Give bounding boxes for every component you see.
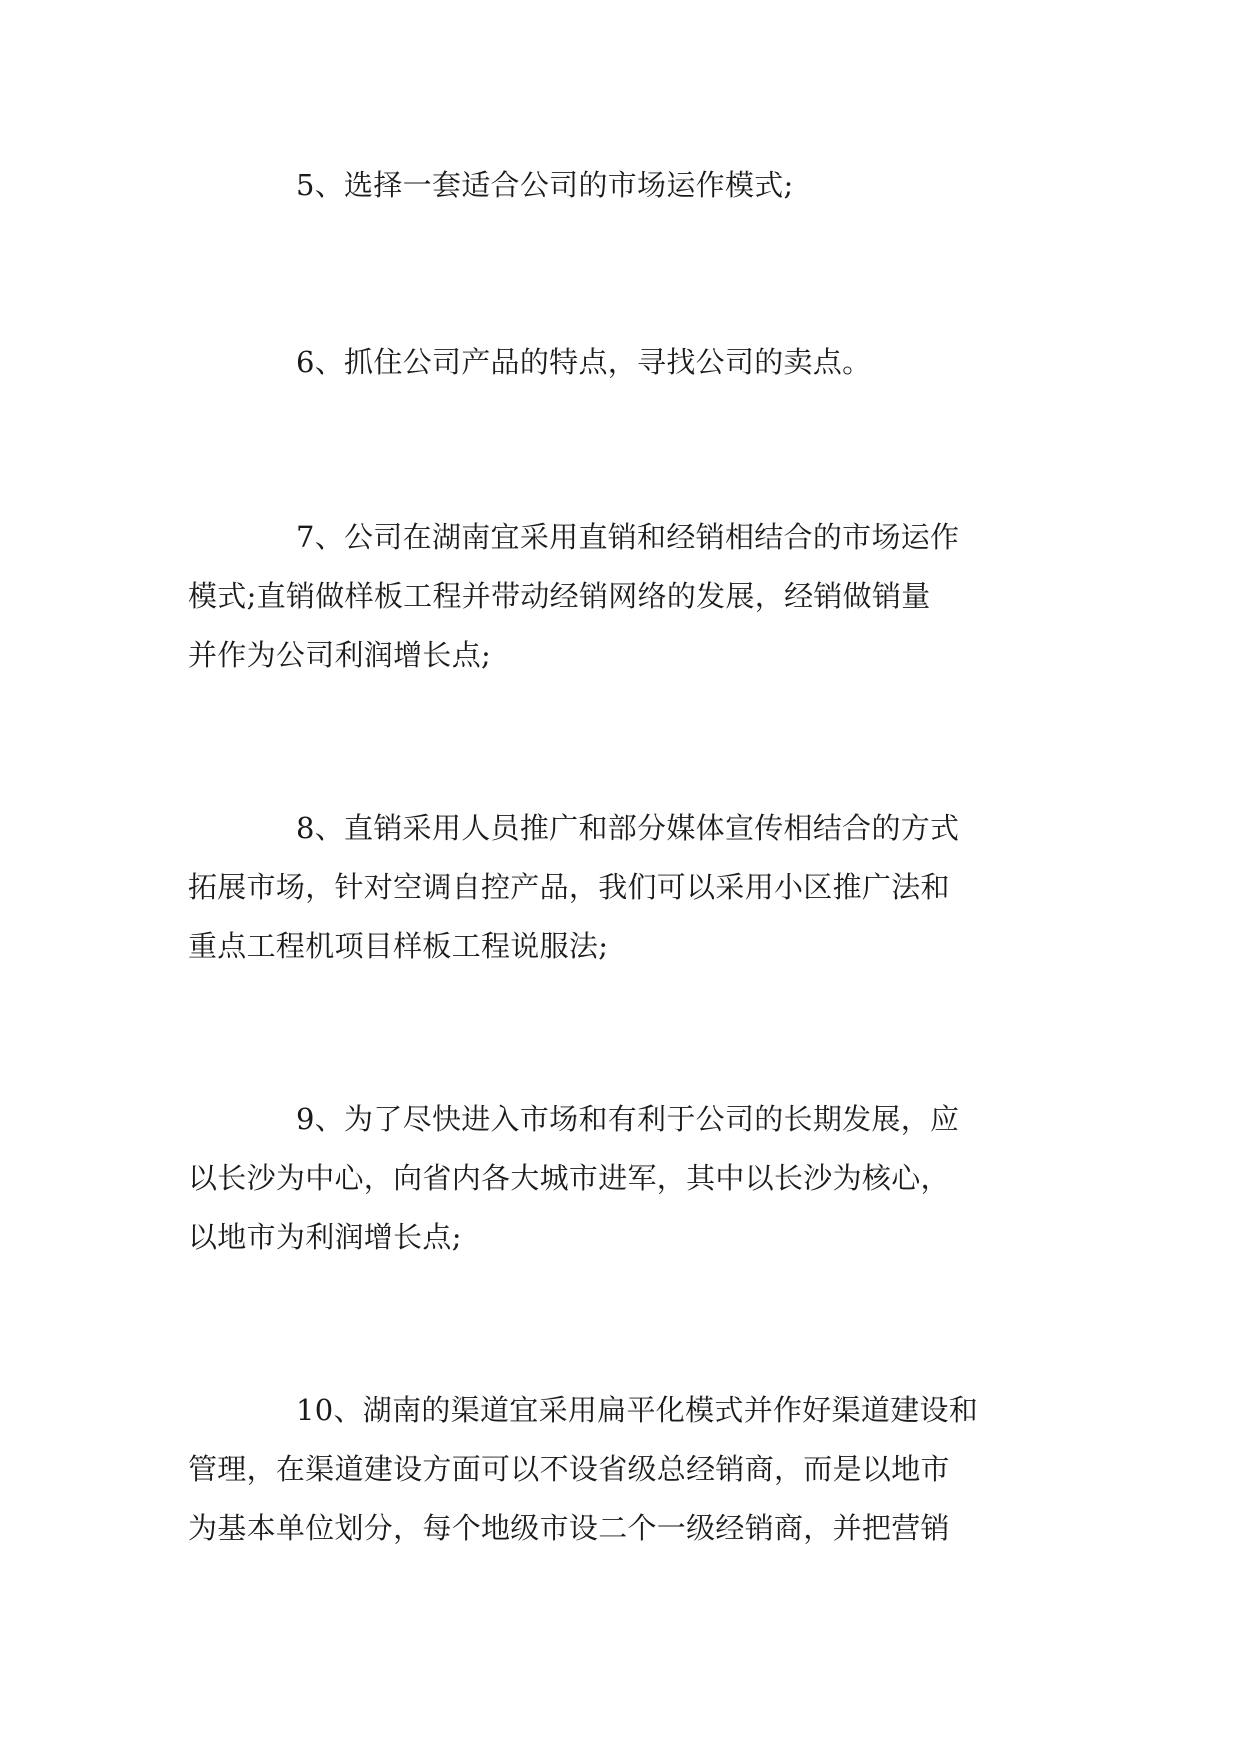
paragraph-line: 重点工程机项目样板工程说服法; <box>188 929 609 963</box>
paragraph-line: 5、选择一套适合公司的市场运作模式; <box>296 168 794 202</box>
paragraph-line: 以长沙为中心，向省内各大城市进军，其中以长沙为核心， <box>188 1161 950 1195</box>
paragraph-line: 并作为公司利润增长点; <box>188 638 492 672</box>
paragraph-line: 管理，在渠道建设方面可以不设省级总经销商，而是以地市 <box>188 1452 950 1486</box>
paragraph-line: 6、抓住公司产品的特点，寻找公司的卖点。 <box>296 345 872 379</box>
paragraph-line: 以地市为利润增长点; <box>188 1220 462 1254</box>
paragraph-line: 9、为了尽快进入市场和有利于公司的长期发展，应 <box>296 1102 960 1136</box>
paragraph-line: 10、湖南的渠道宜采用扁平化模式并作好渠道建设和 <box>296 1393 979 1427</box>
paragraph-line: 为基本单位划分，每个地级市设二个一级经销商，并把营销 <box>188 1511 950 1545</box>
paragraph-line: 模式;直销做样板工程并带动经销网络的发展，经销做销量 <box>188 579 931 613</box>
paragraph-line: 拓展市场，针对空调自控产品，我们可以采用小区推广法和 <box>188 870 950 904</box>
paragraph-line: 7、公司在湖南宜采用直销和经销相结合的市场运作 <box>296 520 960 554</box>
paragraph-line: 8、直销采用人员推广和部分媒体宣传相结合的方式 <box>296 811 960 845</box>
